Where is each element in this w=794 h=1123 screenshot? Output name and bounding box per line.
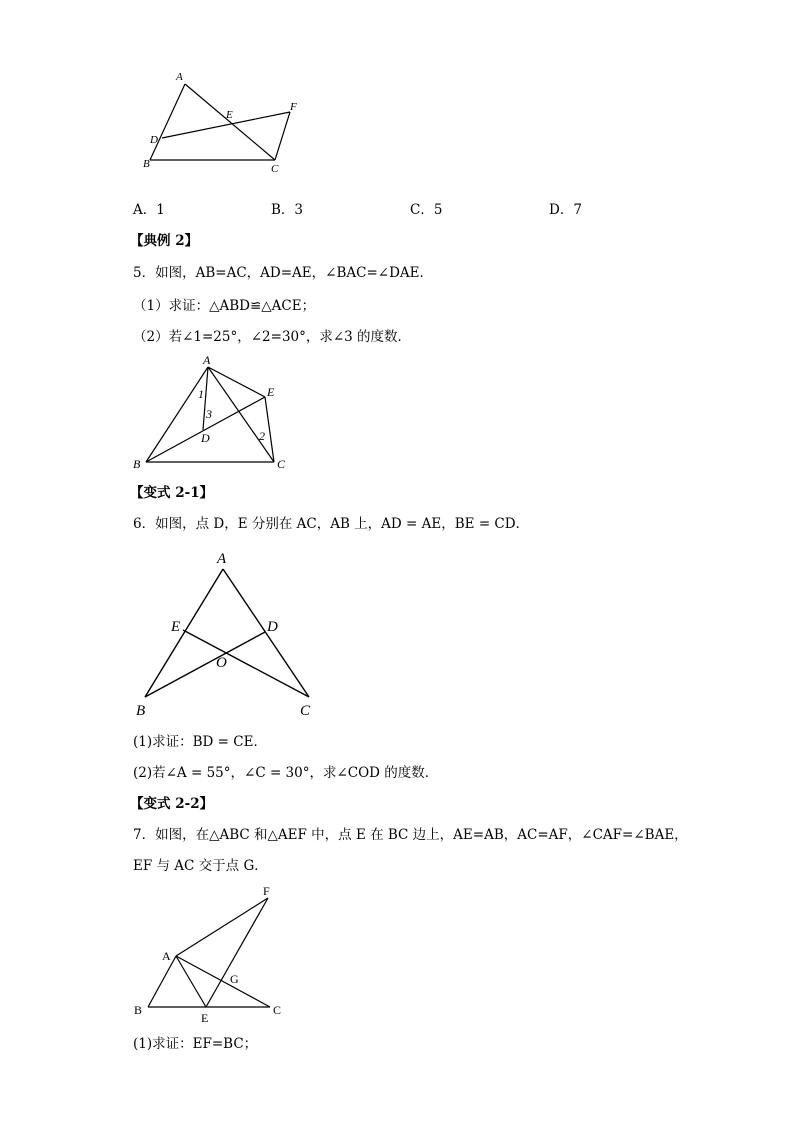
option-b: B．3	[271, 202, 304, 218]
fig2-label-A: A	[203, 353, 211, 367]
fig4-label-E: E	[201, 1011, 209, 1025]
fig3-label-C: C	[300, 703, 311, 719]
fig2-angle-3: 3	[206, 407, 212, 421]
fig2-label-B: B	[133, 457, 141, 471]
figure-3	[145, 569, 309, 697]
question-6-part-2: (2)若∠A = 55°，∠C = 30°，求∠COD 的度数．	[133, 765, 439, 781]
fig1-label-B: B	[143, 158, 150, 170]
fig1-label-F: F	[290, 101, 297, 113]
fig3-label-D: D	[267, 619, 278, 635]
fig2-angle-1: 1	[198, 387, 204, 401]
question-7-line-2: EF 与 AC 交于点 G．	[133, 858, 268, 874]
fig1-label-C: C	[271, 163, 279, 175]
fig4-label-F: F	[263, 884, 270, 898]
question-5: 5．如图，AB=AC，AD=AE，∠BAC=∠DAE．	[133, 265, 433, 281]
fig1-label-A: A	[176, 71, 183, 83]
heading-variant-2-1: 【变式 2-1】	[130, 485, 214, 501]
fig4-label-B: B	[134, 1003, 143, 1017]
fig4-label-G: G	[230, 972, 239, 986]
fig2-label-D: D	[201, 431, 210, 445]
fig3-label-B: B	[136, 703, 146, 719]
question-6-part-1: (1)求证：BD = CE．	[133, 734, 267, 750]
heading-example-2: 【典例 2】	[130, 233, 199, 249]
question-7-part-1: (1)求证：EF=BC；	[133, 1036, 258, 1052]
option-d: D．7	[549, 202, 582, 218]
fig1-label-E: E	[226, 109, 233, 121]
option-a: A．1	[133, 202, 165, 218]
question-5-part-1: （1）求证：△ABD≌△ACE；	[133, 298, 316, 314]
option-c: C．5	[410, 202, 443, 218]
fig4-label-A: A	[162, 949, 171, 963]
fig2-angle-2: 2	[259, 429, 265, 443]
heading-variant-2-2: 【变式 2-2】	[130, 796, 214, 812]
question-6: 6．如图，点 D，E 分别在 AC，AB 上，AD = AE，BE = CD．	[133, 516, 530, 532]
fig4-label-C: C	[273, 1003, 282, 1017]
fig3-label-O: O	[216, 655, 227, 671]
fig3-label-A: A	[217, 551, 227, 567]
fig2-label-C: C	[277, 457, 286, 471]
fig3-label-E: E	[171, 619, 181, 635]
figure-1	[150, 84, 290, 160]
fig2-label-E: E	[267, 385, 275, 399]
fig1-label-D: D	[150, 134, 158, 146]
question-7-line-1: 7．如图，在△ABC 和△AEF 中，点 E 在 BC 边上，AE=AB，AC=AF，∠CAF=∠BAE，	[133, 827, 688, 843]
question-5-part-2: （2）若∠1=25°，∠2=30°，求∠3 的度数．	[133, 329, 412, 345]
